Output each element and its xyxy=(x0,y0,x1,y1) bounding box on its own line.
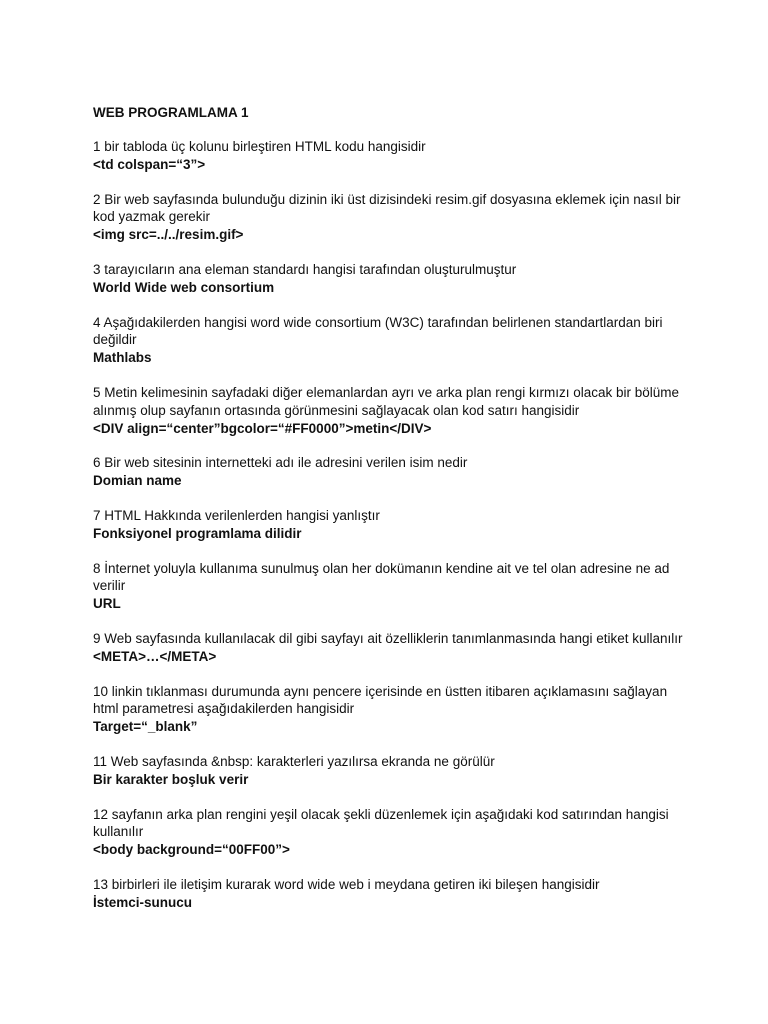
question-item xyxy=(93,806,683,859)
answer-text: <img src=../../resim.gif> xyxy=(93,227,244,243)
answer-text: Bir karakter boşluk verir xyxy=(93,771,249,787)
answer-text: <td colspan=“3”> xyxy=(93,156,206,172)
answer-text: <body background=“00FF00”> xyxy=(93,842,290,858)
answer-text: <META>…</META> xyxy=(93,648,217,664)
question-text: 11 Web sayfasında &nbsp: karakterleri yazılırsa ekranda ne görülür xyxy=(93,753,495,769)
question-text: 8 İnternet yoluyla kullanıma sunulmuş olan her dokümanın kendine ait ve tel olan adresine ne ad verilir xyxy=(93,560,670,594)
question-text: 10 linkin tıklanması durumunda aynı pencere içerisinde en üstten itibaren açıklamasını sağlayan html parametresi aşağıdakilerden hangisidir xyxy=(93,683,668,717)
question-item xyxy=(93,314,683,367)
question-text: 3 tarayıcıların ana eleman standardı hangisi tarafından oluşturulmuştur xyxy=(93,261,517,277)
question-text: 1 bir tabloda üç kolunu birleştiren HTML kodu hangisidir xyxy=(93,139,426,154)
question-list xyxy=(93,138,683,929)
question-item xyxy=(93,261,683,297)
question-text: 7 HTML Hakkında verilenlerden hangisi yanlıştır xyxy=(93,507,380,523)
question-item xyxy=(93,753,683,789)
question-item xyxy=(93,630,683,666)
question-text: 9 Web sayfasında kullanılacak dil gibi sayfayı ait özelliklerin tanımlanmasında hangi etiket kullanılır xyxy=(93,630,683,646)
answer-text: Domian name xyxy=(93,473,182,489)
answer-text: Target=“_blank” xyxy=(93,719,198,735)
question-text: 4 Aşağıdakilerden hangisi word wide consortium (W3C) tarafından belirlenen standartlardan biri değildir xyxy=(93,314,663,348)
question-item xyxy=(93,191,683,244)
answer-text: Fonksiyonel programlama dilidir xyxy=(93,525,302,541)
question-text: 6 Bir web sitesinin internetteki adı ile adresini verilen isim nedir xyxy=(93,455,468,471)
question-item xyxy=(93,560,683,613)
question-item xyxy=(93,507,683,543)
answer-text: İstemci-sunucu xyxy=(93,894,193,910)
answer-text: World Wide web consortium xyxy=(93,279,275,295)
question-item xyxy=(93,454,683,490)
answer-text: <DIV align=“center”bgcolor=“#FF0000”>metin</DIV> xyxy=(93,420,432,436)
question-item xyxy=(93,384,683,437)
question-text: 13 birbirleri ile iletişim kurarak word wide web i meydana getiren iki bileşen hangisidir xyxy=(93,876,600,892)
question-item xyxy=(93,138,683,174)
question-text: 12 sayfanın arka plan rengini yeşil olacak şekli düzenlemek için aşağıdaki kod satırından hangisi kullanılır xyxy=(93,806,669,840)
question-item xyxy=(93,683,683,736)
question-text: 5 Metin kelimesinin sayfadaki diğer elemanlardan ayrı ve arka plan rengi kırmızı olacak bir bölüme alınmış olup sayfanın ortasında görünmesini sağlayacak olan kod satırı hangisidir xyxy=(93,384,680,418)
question-item xyxy=(93,876,683,912)
document-title: WEB PROGRAMLAMA 1 xyxy=(93,105,249,120)
answer-text: URL xyxy=(93,596,121,612)
question-text: 2 Bir web sayfasında bulunduğu dizinin iki üst dizisindeki resim.gif dosyasına eklemek için nasıl bir kod yazmak gerekir xyxy=(93,191,681,225)
answer-text: Mathlabs xyxy=(93,350,152,366)
